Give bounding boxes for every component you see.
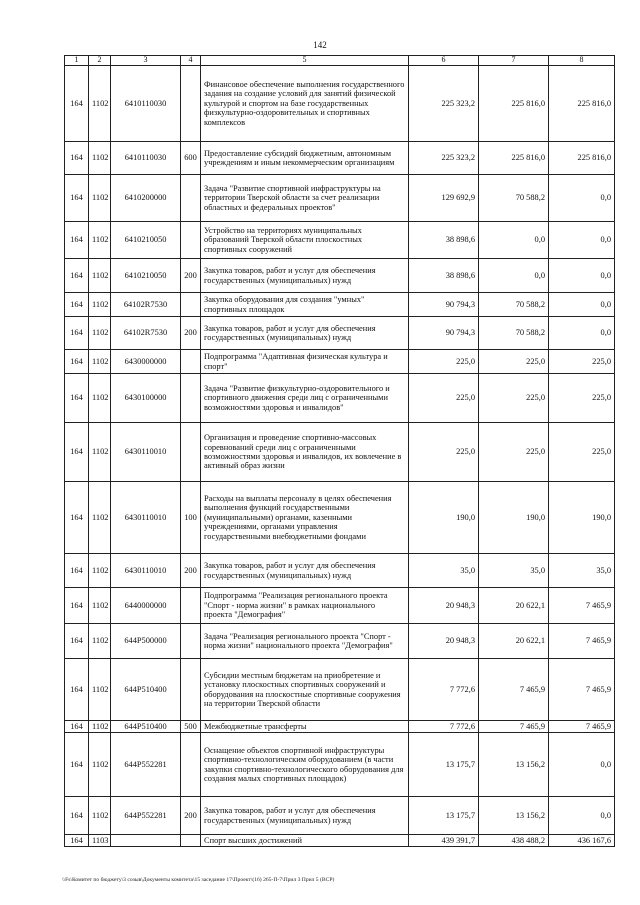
section-code-cell: 1102 bbox=[89, 222, 111, 259]
amount-year1-cell: 225,0 bbox=[409, 423, 479, 482]
expense-type-cell bbox=[181, 350, 201, 374]
description-cell: Подпрограмма "Адаптивная физическая культура и спорт" bbox=[201, 350, 409, 374]
section-code-cell: 1102 bbox=[89, 659, 111, 721]
amount-year2-cell: 20 622,1 bbox=[479, 588, 549, 624]
table-row bbox=[65, 259, 615, 293]
description-cell: Закупка оборудования для создания "умных" спортивных площадок bbox=[201, 293, 409, 317]
description-cell: Подпрограмма "Реализация регионального проекта "Спорт - норма жизни" в рамках национального проекта "Демография" bbox=[201, 588, 409, 624]
expense-type-cell bbox=[181, 374, 201, 423]
target-article-cell: 6410200000 bbox=[111, 175, 181, 222]
section-code-cell: 1102 bbox=[89, 350, 111, 374]
amount-year1-cell: 20 948,3 bbox=[409, 588, 479, 624]
table-row bbox=[65, 374, 615, 423]
amount-year3-cell: 225,0 bbox=[549, 374, 615, 423]
target-article-cell: 6410210050 bbox=[111, 222, 181, 259]
target-article-cell: 644P510400 bbox=[111, 721, 181, 733]
expense-type-cell bbox=[181, 222, 201, 259]
amount-year2-cell: 0,0 bbox=[479, 259, 549, 293]
target-article-cell: 6430110010 bbox=[111, 423, 181, 482]
target-article-cell bbox=[111, 835, 181, 847]
header-cell: 3 bbox=[111, 56, 181, 66]
ministry-code-cell: 164 bbox=[65, 317, 89, 350]
amount-year2-cell: 225,0 bbox=[479, 423, 549, 482]
ministry-code-cell: 164 bbox=[65, 554, 89, 588]
ministry-code-cell: 164 bbox=[65, 482, 89, 554]
amount-year1-cell: 7 772,6 bbox=[409, 659, 479, 721]
description-cell: Закупка товаров, работ и услуг для обеспечения государственных (муниципальных) нужд bbox=[201, 259, 409, 293]
amount-year2-cell: 20 622,1 bbox=[479, 624, 549, 659]
target-article-cell: 6410110030 bbox=[111, 66, 181, 142]
header-cell: 8 bbox=[549, 56, 615, 66]
expense-type-cell bbox=[181, 624, 201, 659]
expense-type-cell: 600 bbox=[181, 142, 201, 175]
ministry-code-cell: 164 bbox=[65, 142, 89, 175]
ministry-code-cell: 164 bbox=[65, 721, 89, 733]
amount-year1-cell: 225,0 bbox=[409, 374, 479, 423]
section-code-cell: 1102 bbox=[89, 142, 111, 175]
table-row bbox=[65, 423, 615, 482]
amount-year1-cell: 439 391,7 bbox=[409, 835, 479, 847]
section-code-cell: 1102 bbox=[89, 175, 111, 222]
amount-year2-cell: 70 588,2 bbox=[479, 175, 549, 222]
header-cell: 2 bbox=[89, 56, 111, 66]
target-article-cell: 6440000000 bbox=[111, 588, 181, 624]
ministry-code-cell: 164 bbox=[65, 835, 89, 847]
amount-year2-cell: 7 465,9 bbox=[479, 721, 549, 733]
table-row bbox=[65, 142, 615, 175]
amount-year2-cell: 7 465,9 bbox=[479, 659, 549, 721]
amount-year1-cell: 225 323,2 bbox=[409, 142, 479, 175]
section-code-cell: 1102 bbox=[89, 66, 111, 142]
expense-type-cell: 500 bbox=[181, 721, 201, 733]
footer-file-path: \\Fs\Комитет по бюджету\3 созыв\Документы комитета\15 заседание 17\Проект\(16) 265-П-7\Прил 3 Прил 5 (ВСР) bbox=[62, 877, 335, 883]
amount-year2-cell: 438 488,2 bbox=[479, 835, 549, 847]
amount-year3-cell: 225,0 bbox=[549, 350, 615, 374]
table-row bbox=[65, 733, 615, 797]
expense-type-cell bbox=[181, 66, 201, 142]
amount-year3-cell: 0,0 bbox=[549, 317, 615, 350]
ministry-code-cell: 164 bbox=[65, 222, 89, 259]
amount-year1-cell: 35,0 bbox=[409, 554, 479, 588]
ministry-code-cell: 164 bbox=[65, 624, 89, 659]
ministry-code-cell: 164 bbox=[65, 733, 89, 797]
section-code-cell: 1102 bbox=[89, 721, 111, 733]
ministry-code-cell: 164 bbox=[65, 350, 89, 374]
header-cell: 5 bbox=[201, 56, 409, 66]
section-code-cell: 1102 bbox=[89, 293, 111, 317]
amount-year2-cell: 225,0 bbox=[479, 374, 549, 423]
table-row bbox=[65, 797, 615, 835]
amount-year2-cell: 225,0 bbox=[479, 350, 549, 374]
amount-year1-cell: 7 772,6 bbox=[409, 721, 479, 733]
section-code-cell: 1102 bbox=[89, 317, 111, 350]
target-article-cell: 6430110010 bbox=[111, 482, 181, 554]
description-cell: Закупка товаров, работ и услуг для обеспечения государственных (муниципальных) нужд bbox=[201, 317, 409, 350]
table-row bbox=[65, 66, 615, 142]
description-cell: Устройство на территориях муниципальных образований Тверской области плоскостных спортивных сооружений bbox=[201, 222, 409, 259]
description-cell: Задача "Развитие физкультурно-оздоровительного и спортивного движения среди лиц с ограниченными возможностями здоровья и инвалидов" bbox=[201, 374, 409, 423]
amount-year3-cell: 436 167,6 bbox=[549, 835, 615, 847]
description-cell: Расходы на выплаты персоналу в целях обеспечения выполнения функций государственными (муниципальными) органами, казенными учреждениями, органами управления государственными внебюджетными фондами bbox=[201, 482, 409, 554]
ministry-code-cell: 164 bbox=[65, 374, 89, 423]
expense-type-cell: 200 bbox=[181, 554, 201, 588]
amount-year3-cell: 0,0 bbox=[549, 797, 615, 835]
amount-year1-cell: 13 175,7 bbox=[409, 733, 479, 797]
target-article-cell: 6410110030 bbox=[111, 142, 181, 175]
table-row bbox=[65, 554, 615, 588]
amount-year3-cell: 0,0 bbox=[549, 733, 615, 797]
description-cell: Субсидии местным бюджетам на приобретение и установку плоскостных спортивных сооружений и оборудования на плоскостные спортивные сооружения на территории Тверской области bbox=[201, 659, 409, 721]
amount-year1-cell: 225,0 bbox=[409, 350, 479, 374]
expense-type-cell bbox=[181, 423, 201, 482]
section-code-cell: 1103 bbox=[89, 835, 111, 847]
header-cell: 7 bbox=[479, 56, 549, 66]
expense-type-cell: 200 bbox=[181, 797, 201, 835]
amount-year2-cell: 70 588,2 bbox=[479, 293, 549, 317]
section-code-cell: 1102 bbox=[89, 374, 111, 423]
table-row bbox=[65, 293, 615, 317]
description-cell: Спорт высших достижений bbox=[201, 835, 409, 847]
target-article-cell: 644P552281 bbox=[111, 733, 181, 797]
amount-year3-cell: 225 816,0 bbox=[549, 142, 615, 175]
amount-year1-cell: 38 898,6 bbox=[409, 222, 479, 259]
amount-year2-cell: 35,0 bbox=[479, 554, 549, 588]
column-number-row bbox=[65, 56, 615, 66]
amount-year2-cell: 70 588,2 bbox=[479, 317, 549, 350]
expense-type-cell bbox=[181, 733, 201, 797]
target-article-cell: 64102R7530 bbox=[111, 293, 181, 317]
amount-year3-cell: 0,0 bbox=[549, 222, 615, 259]
amount-year2-cell: 0,0 bbox=[479, 222, 549, 259]
ministry-code-cell: 164 bbox=[65, 175, 89, 222]
amount-year1-cell: 38 898,6 bbox=[409, 259, 479, 293]
budget-table bbox=[64, 55, 615, 847]
expense-type-cell: 200 bbox=[181, 317, 201, 350]
target-article-cell: 644P500000 bbox=[111, 624, 181, 659]
description-cell: Закупка товаров, работ и услуг для обеспечения государственных (муниципальных) нужд bbox=[201, 554, 409, 588]
expense-type-cell bbox=[181, 835, 201, 847]
header-cell: 4 bbox=[181, 56, 201, 66]
ministry-code-cell: 164 bbox=[65, 423, 89, 482]
section-code-cell: 1102 bbox=[89, 554, 111, 588]
ministry-code-cell: 164 bbox=[65, 293, 89, 317]
expense-type-cell bbox=[181, 293, 201, 317]
expense-type-cell bbox=[181, 659, 201, 721]
target-article-cell: 644P552281 bbox=[111, 797, 181, 835]
expense-type-cell: 100 bbox=[181, 482, 201, 554]
amount-year2-cell: 225 816,0 bbox=[479, 66, 549, 142]
amount-year3-cell: 7 465,9 bbox=[549, 588, 615, 624]
amount-year3-cell: 7 465,9 bbox=[549, 721, 615, 733]
amount-year2-cell: 13 156,2 bbox=[479, 733, 549, 797]
amount-year3-cell: 0,0 bbox=[549, 293, 615, 317]
amount-year3-cell: 0,0 bbox=[549, 175, 615, 222]
ministry-code-cell: 164 bbox=[65, 66, 89, 142]
ministry-code-cell: 164 bbox=[65, 797, 89, 835]
table-row bbox=[65, 482, 615, 554]
expense-type-cell bbox=[181, 588, 201, 624]
amount-year3-cell: 35,0 bbox=[549, 554, 615, 588]
section-code-cell: 1102 bbox=[89, 624, 111, 659]
amount-year2-cell: 13 156,2 bbox=[479, 797, 549, 835]
target-article-cell: 6430000000 bbox=[111, 350, 181, 374]
table-row bbox=[65, 350, 615, 374]
header-cell: 6 bbox=[409, 56, 479, 66]
amount-year1-cell: 190,0 bbox=[409, 482, 479, 554]
ministry-code-cell: 164 bbox=[65, 259, 89, 293]
table-row bbox=[65, 317, 615, 350]
amount-year1-cell: 90 794,3 bbox=[409, 293, 479, 317]
section-code-cell: 1102 bbox=[89, 797, 111, 835]
description-cell: Финансовое обеспечение выполнения государственного задания на создание условий для занятий физической культурой и спортом на базе государственных физкультурно-оздоровительных и спортивных комплексов bbox=[201, 66, 409, 142]
page-number: 142 bbox=[313, 40, 327, 50]
target-article-cell: 6410210050 bbox=[111, 259, 181, 293]
amount-year3-cell: 225,0 bbox=[549, 423, 615, 482]
target-article-cell: 64102R7530 bbox=[111, 317, 181, 350]
description-cell: Задача "Реализация регионального проекта "Спорт - норма жизни" национального проекта "Демография" bbox=[201, 624, 409, 659]
ministry-code-cell: 164 bbox=[65, 588, 89, 624]
amount-year3-cell: 0,0 bbox=[549, 259, 615, 293]
target-article-cell: 644P510400 bbox=[111, 659, 181, 721]
description-cell: Оснащение объектов спортивной инфраструктуры спортивно-технологическим оборудованием (в части закупки спортивно-технологического оборудования для создания малых спортивных площадок) bbox=[201, 733, 409, 797]
section-code-cell: 1102 bbox=[89, 423, 111, 482]
description-cell: Межбюджетные трансферты bbox=[201, 721, 409, 733]
amount-year3-cell: 7 465,9 bbox=[549, 659, 615, 721]
amount-year2-cell: 190,0 bbox=[479, 482, 549, 554]
description-cell: Организация и проведение спортивно-массовых соревнований среди лиц с ограниченными возможностями здоровья и инвалидов, их вовлечение в активный образ жизни bbox=[201, 423, 409, 482]
expense-type-cell bbox=[181, 175, 201, 222]
table-row bbox=[65, 588, 615, 624]
section-code-cell: 1102 bbox=[89, 733, 111, 797]
amount-year3-cell: 7 465,9 bbox=[549, 624, 615, 659]
table-row bbox=[65, 721, 615, 733]
table-row bbox=[65, 222, 615, 259]
section-code-cell: 1102 bbox=[89, 482, 111, 554]
amount-year1-cell: 13 175,7 bbox=[409, 797, 479, 835]
amount-year1-cell: 225 323,2 bbox=[409, 66, 479, 142]
section-code-cell: 1102 bbox=[89, 259, 111, 293]
amount-year1-cell: 129 692,9 bbox=[409, 175, 479, 222]
table-row bbox=[65, 175, 615, 222]
table-row bbox=[65, 835, 615, 847]
amount-year3-cell: 190,0 bbox=[549, 482, 615, 554]
amount-year1-cell: 90 794,3 bbox=[409, 317, 479, 350]
description-cell: Закупка товаров, работ и услуг для обеспечения государственных (муниципальных) нужд bbox=[201, 797, 409, 835]
header-cell: 1 bbox=[65, 56, 89, 66]
target-article-cell: 6430110010 bbox=[111, 554, 181, 588]
table-row bbox=[65, 659, 615, 721]
target-article-cell: 6430100000 bbox=[111, 374, 181, 423]
description-cell: Задача "Развитие спортивной инфраструктуры на территории Тверской области за счет реализации областных и федеральных проектов" bbox=[201, 175, 409, 222]
section-code-cell: 1102 bbox=[89, 588, 111, 624]
amount-year3-cell: 225 816,0 bbox=[549, 66, 615, 142]
table-row bbox=[65, 624, 615, 659]
amount-year2-cell: 225 816,0 bbox=[479, 142, 549, 175]
ministry-code-cell: 164 bbox=[65, 659, 89, 721]
expense-type-cell: 200 bbox=[181, 259, 201, 293]
amount-year1-cell: 20 948,3 bbox=[409, 624, 479, 659]
description-cell: Предоставление субсидий бюджетным, автономным учреждениям и иным некоммерческим организациям bbox=[201, 142, 409, 175]
